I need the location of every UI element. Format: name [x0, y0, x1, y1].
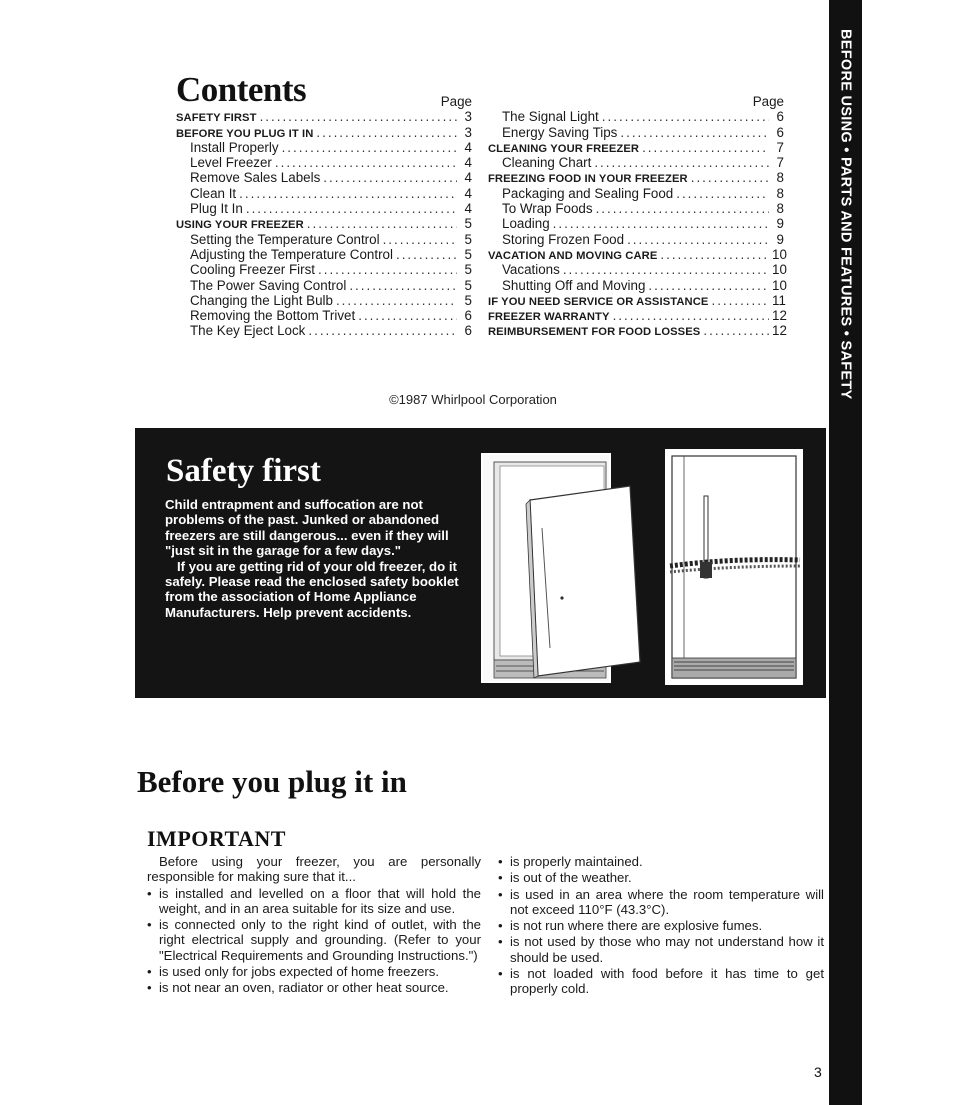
toc-leader-dots — [691, 170, 769, 185]
toc-entry-label: Cleaning Chart — [502, 155, 592, 171]
toc-leader-dots — [553, 216, 769, 231]
requirement-bullet: • is not loaded with food before it has time to get properly cold. — [498, 966, 824, 997]
toc-entry-label: REIMBURSEMENT FOR FOOD LOSSES — [488, 326, 701, 339]
toc-entry — [488, 140, 784, 155]
toc-leader-dots — [711, 293, 769, 308]
toc-entry-label: USING YOUR FREEZER — [176, 219, 304, 232]
toc-entry-page: 9 — [776, 231, 784, 247]
toc-entry-label: Plug It In — [190, 201, 243, 217]
toc-page-header: Page — [752, 94, 784, 109]
toc-entry-page: 4 — [464, 185, 472, 201]
toc-entry — [176, 278, 472, 293]
toc-entry — [488, 323, 787, 339]
toc-entry-page: 3 — [464, 109, 472, 125]
toc-leader-dots — [307, 216, 457, 231]
toc-entry — [488, 216, 784, 231]
requirements-left-column — [147, 854, 481, 997]
toc-entry-page: 6 — [776, 124, 784, 140]
contents-title: Contents — [176, 70, 307, 109]
toc-entry — [176, 308, 472, 323]
toc-entry-page: 4 — [464, 170, 472, 186]
toc-entry — [488, 246, 787, 262]
toc-entry — [488, 232, 784, 247]
toc-entry — [488, 186, 784, 201]
toc-entry-page: 4 — [464, 201, 472, 217]
toc-entry-label: Setting the Temperature Control — [190, 231, 380, 247]
toc-entry-label: Shutting Off and Moving — [502, 277, 646, 293]
toc-leader-dots — [594, 155, 769, 170]
toc-leader-dots — [383, 232, 457, 247]
toc-entry-label: The Key Eject Lock — [190, 323, 306, 339]
toc-entry-label: VACATION AND MOVING CARE — [488, 249, 658, 262]
toc-entry — [176, 293, 472, 308]
toc-entry — [488, 308, 787, 324]
freezer-illustration — [480, 448, 806, 688]
toc-entry — [176, 155, 472, 170]
toc-leader-dots — [318, 262, 457, 277]
toc-entry — [488, 155, 784, 170]
toc-leader-dots — [660, 247, 769, 262]
toc-leader-dots — [613, 308, 769, 323]
toc-entry-label: The Signal Light — [502, 109, 599, 125]
toc-entry — [488, 170, 784, 185]
toc-leader-dots — [246, 201, 457, 216]
toc-leader-dots — [596, 201, 769, 216]
toc-leader-dots — [396, 247, 457, 262]
toc-entry-page: 5 — [464, 216, 472, 232]
toc-entry-label: Cooling Freezer First — [190, 262, 316, 278]
toc-leader-dots — [627, 232, 769, 247]
toc-entry-page: 8 — [776, 185, 784, 201]
toc-entry-page: 4 — [464, 155, 472, 171]
toc-entry — [176, 216, 472, 231]
requirements-right-column — [498, 854, 824, 998]
toc-entry-label: IF YOU NEED SERVICE OR ASSISTANCE — [488, 295, 709, 308]
toc-leader-dots — [642, 140, 769, 155]
toc-entry-page: 11 — [772, 292, 786, 308]
toc-leader-dots — [260, 109, 457, 124]
requirement-bullet: • is connected only to the right kind of outlet, with the right electrical supply and grounding. (Refer to your "Electrical Requirements and Grounding Instructions.") — [147, 917, 481, 963]
toc-leader-dots — [323, 170, 457, 185]
toc-entry-label: Install Properly — [190, 139, 279, 155]
toc-leader-dots — [349, 278, 457, 293]
toc-entry — [488, 262, 787, 278]
toc-entry-label: Energy Saving Tips — [502, 124, 618, 140]
toc-right-column — [488, 94, 787, 339]
toc-entry-page: 5 — [464, 246, 472, 262]
requirement-bullet: • is not run where there are explosive fumes. — [498, 918, 824, 933]
toc-entry-label: To Wrap Foods — [502, 201, 593, 217]
toc-entry-page: 9 — [776, 216, 784, 232]
toc-entry — [176, 186, 472, 201]
toc-entry-page: 8 — [776, 170, 784, 186]
safety-title: Safety first — [166, 453, 321, 489]
toc-entry-page: 10 — [772, 277, 787, 293]
copyright-text: ©1987 Whirlpool Corporation — [389, 392, 557, 407]
toc-entry-label: Removing the Bottom Trivet — [190, 308, 356, 324]
toc-entry — [176, 170, 472, 185]
toc-entry-page: 7 — [776, 155, 784, 171]
toc-leader-dots — [358, 308, 457, 323]
toc-entry-page: 6 — [464, 323, 472, 339]
toc-entry-page: 6 — [776, 109, 784, 125]
toc-entry-page: 4 — [464, 139, 472, 155]
safety-paragraph-2: If you are getting rid of your old freezer, do it safely. Please read the enclosed safety booklet from the association of Home Appliance Manufacturers. Help prevent accidents. — [165, 558, 459, 620]
toc-entry-page: 5 — [464, 231, 472, 247]
requirement-bullet: • is used in an area where the room temperature will not exceed 110°F (43.3°C). — [498, 887, 824, 918]
toc-leader-dots — [275, 155, 457, 170]
toc-entry-label: Vacations — [502, 262, 560, 278]
side-tab-label: BEFORE USING • PARTS AND FEATURES • SAFETY — [837, 28, 854, 400]
toc-page-header: Page — [440, 94, 472, 109]
toc-entry-page: 8 — [776, 201, 784, 217]
toc-entry — [488, 201, 784, 216]
toc-entry-label: FREEZER WARRANTY — [488, 311, 610, 324]
toc-entry-page: 5 — [464, 277, 472, 293]
toc-entry — [176, 247, 472, 262]
toc-entry — [176, 140, 472, 155]
toc-entry-page: 7 — [776, 139, 784, 155]
requirement-bullet: • is used only for jobs expected of home freezers. — [147, 964, 481, 979]
toc-entry-page: 10 — [772, 262, 787, 278]
toc-leader-dots — [602, 109, 769, 124]
toc-entry — [176, 232, 472, 247]
toc-entry — [488, 109, 784, 124]
copyright-line — [0, 392, 954, 407]
toc-leader-dots — [703, 323, 769, 338]
toc-leader-dots — [648, 278, 769, 293]
toc-entry-label: Packaging and Sealing Food — [502, 185, 674, 201]
toc-entry-label: BEFORE YOU PLUG IT IN — [176, 127, 314, 140]
side-tab-label-wrap — [829, 0, 862, 428]
chained-freezer-drawing — [666, 450, 802, 684]
toc-entry-page: 12 — [772, 308, 787, 324]
toc-entry-label: Adjusting the Temperature Control — [190, 246, 393, 262]
toc-entry-label: Level Freezer — [190, 155, 272, 171]
safety-body — [165, 497, 465, 620]
toc-entry — [488, 277, 787, 293]
requirement-bullet: • is not near an oven, radiator or other heat source. — [147, 980, 481, 995]
toc-leader-dots — [239, 186, 457, 201]
toc-entry — [176, 109, 472, 124]
toc-leader-dots — [563, 262, 769, 277]
requirement-bullet: • is properly maintained. — [498, 854, 824, 869]
toc-entry — [176, 262, 472, 277]
toc-entry-page: 10 — [772, 246, 787, 262]
toc-entry — [488, 293, 784, 308]
open-freezer-drawing — [482, 454, 640, 682]
toc-entry — [176, 323, 472, 338]
toc-entry-label: SAFETY FIRST — [176, 112, 257, 125]
toc-entry — [176, 201, 472, 216]
toc-entry-page: 5 — [464, 292, 472, 308]
page-number: 3 — [814, 1064, 822, 1080]
toc-entry-label: The Power Saving Control — [190, 277, 347, 293]
requirement-bullet: • is not used by those who may not understand how it should be used. — [498, 934, 824, 965]
toc-entry-page: 6 — [464, 308, 472, 324]
toc-entry-page: 3 — [464, 124, 472, 140]
toc-entry — [176, 125, 472, 140]
toc-entry — [488, 125, 784, 140]
toc-leader-dots — [620, 125, 769, 140]
toc-entry-page: 5 — [464, 262, 472, 278]
toc-entry-label: Remove Sales Labels — [190, 170, 321, 186]
toc-leader-dots — [308, 323, 457, 338]
toc-entry-label: CLEANING YOUR FREEZER — [488, 142, 640, 155]
toc-entry-label: Changing the Light Bulb — [190, 292, 333, 308]
toc-entry-label: Clean It — [190, 185, 237, 201]
toc-leader-dots — [336, 293, 457, 308]
toc-left-column — [176, 94, 472, 339]
toc-leader-dots — [676, 186, 769, 201]
before-plug-title: Before you plug it in — [137, 764, 407, 799]
toc-entry-page: 12 — [772, 323, 787, 339]
toc-leader-dots — [282, 140, 457, 155]
requirement-bullet: • is installed and levelled on a floor that will hold the weight, and in an area suitable for its size and use. — [147, 886, 481, 917]
important-heading: IMPORTANT — [147, 826, 286, 851]
toc-entry-label: Storing Frozen Food — [502, 231, 625, 247]
requirement-bullet: • is out of the weather. — [498, 870, 824, 885]
toc-entry-label: Loading — [502, 216, 550, 232]
safety-paragraph-1: Child entrapment and suffocation are not problems of the past. Junked or abandoned freezers are still dangerous... even if they will "just sit in the garage for a few days." — [165, 497, 449, 559]
toc-entry-label: FREEZING FOOD IN YOUR FREEZER — [488, 173, 688, 186]
intro-paragraph: Before using your freezer, you are personally responsible for making sure that it... — [147, 854, 481, 885]
toc-leader-dots — [316, 125, 457, 140]
